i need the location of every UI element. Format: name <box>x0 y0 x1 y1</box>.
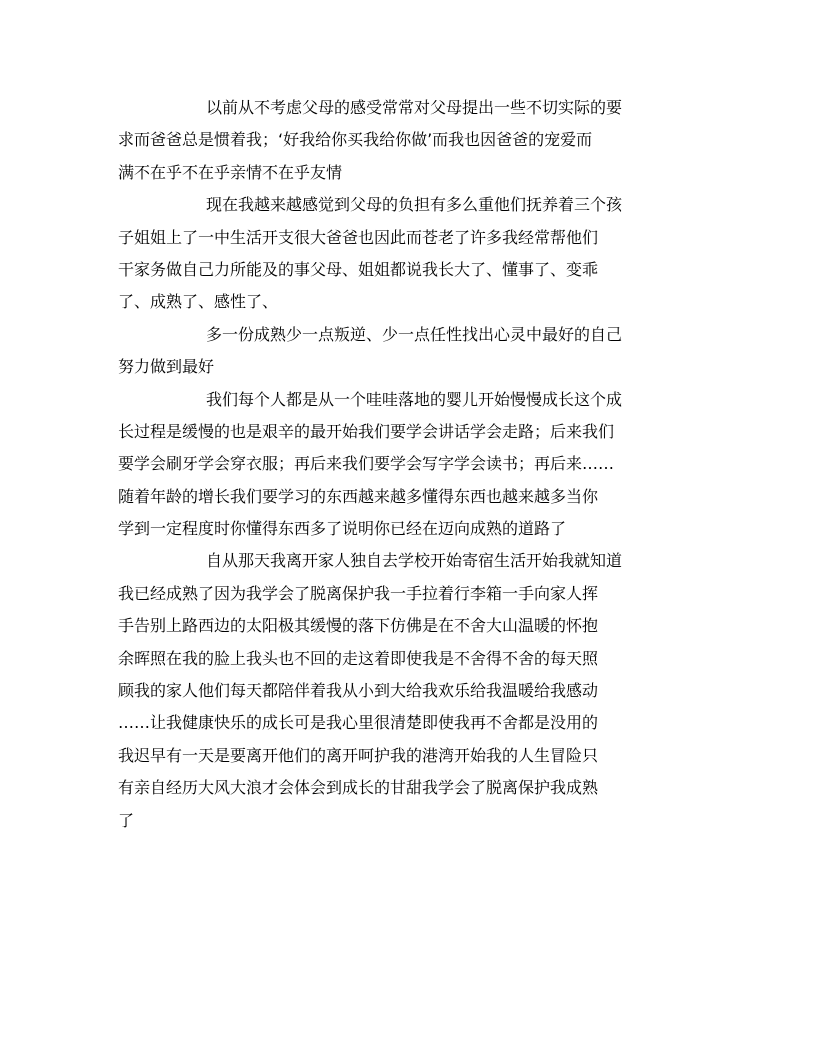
text-line: 以前从不考虑父母的感受常常对父母提出一些不切实际的要 <box>206 98 623 117</box>
text-line: 学到一定程度时你懂得东西多了说明你已经在迈向成熟的道路了 <box>118 519 567 539</box>
text-line: 顾我的家人他们每天都陪伴着我从小到大给我欢乐给我温暖给我感动 <box>118 681 599 701</box>
text-line: 现在我越来越感觉到父母的负担有多么重他们抚养着三个孩 <box>206 195 623 215</box>
text-line: 多一份成熟少一点叛逆、少一点任性找出心灵中最好的自己 <box>206 324 623 344</box>
text-line: 我已经成熟了因为我学会了脱离保护我一手拉着行李箱一手向家人挥 <box>118 583 599 603</box>
text-line: 有亲自经历大风大浪才会体会到成长的甘甜我学会了脱离保护我成熟 <box>118 778 599 798</box>
text-line: 干家务做自己力所能及的事父母、姐姐都说我长大了、懂事了、变乖 <box>118 259 599 279</box>
paragraph-1 <box>118 92 694 189</box>
text-line: 了、成熟了、感性了、 <box>118 292 279 312</box>
text-line: 要学会刷牙学会穿衣服；再后来我们要学会写字学会读书；再后来…… <box>118 454 615 474</box>
text-line: 随着年龄的增长我们要学习的东西越来越多懂得东西也越来越多当你 <box>118 486 599 506</box>
text-line: 子姐姐上了一中生活开支很大爸爸也因此而苍老了许多我经常帮他们 <box>118 227 599 247</box>
text-line: ……让我健康快乐的成长可是我心里很清楚即使我再不舍都是没用的 <box>118 713 599 733</box>
text-line: 余晖照在我的脸上我头也不回的走这着即使我是不舍得不舍的每天照 <box>118 648 599 668</box>
text-line: 手告别上路西边的太阳极其缓慢的落下仿佛是在不舍大山温暖的怀抱 <box>118 616 599 636</box>
text-line: 自从那天我离开家人独自去学校开始寄宿生活开始我就知道 <box>206 551 623 571</box>
paragraph-5 <box>118 545 694 837</box>
paragraph-4 <box>118 384 694 546</box>
document-body <box>118 92 694 837</box>
text-line: 我们每个人都是从一个哇哇落地的婴儿开始慢慢成长这个成 <box>206 389 623 409</box>
text-line: 努力做到最好 <box>118 357 215 377</box>
text-line: 长过程是缓慢的也是艰辛的最开始我们要学会讲话学会走路；后来我们 <box>118 421 615 441</box>
paragraph-2 <box>118 189 694 319</box>
paragraph-3 <box>118 319 694 384</box>
text-line: 满不在乎不在乎亲情不在乎友情 <box>118 162 343 182</box>
text-line: 我迟早有一天是要离开他们的离开呵护我的港湾开始我的人生冒险只 <box>118 745 599 765</box>
text-line: 了 <box>118 810 135 830</box>
text-line: 求而爸爸总是惯着我；‘好我给你买我给你做’而我也因爸爸的宠爱而 <box>118 130 593 150</box>
